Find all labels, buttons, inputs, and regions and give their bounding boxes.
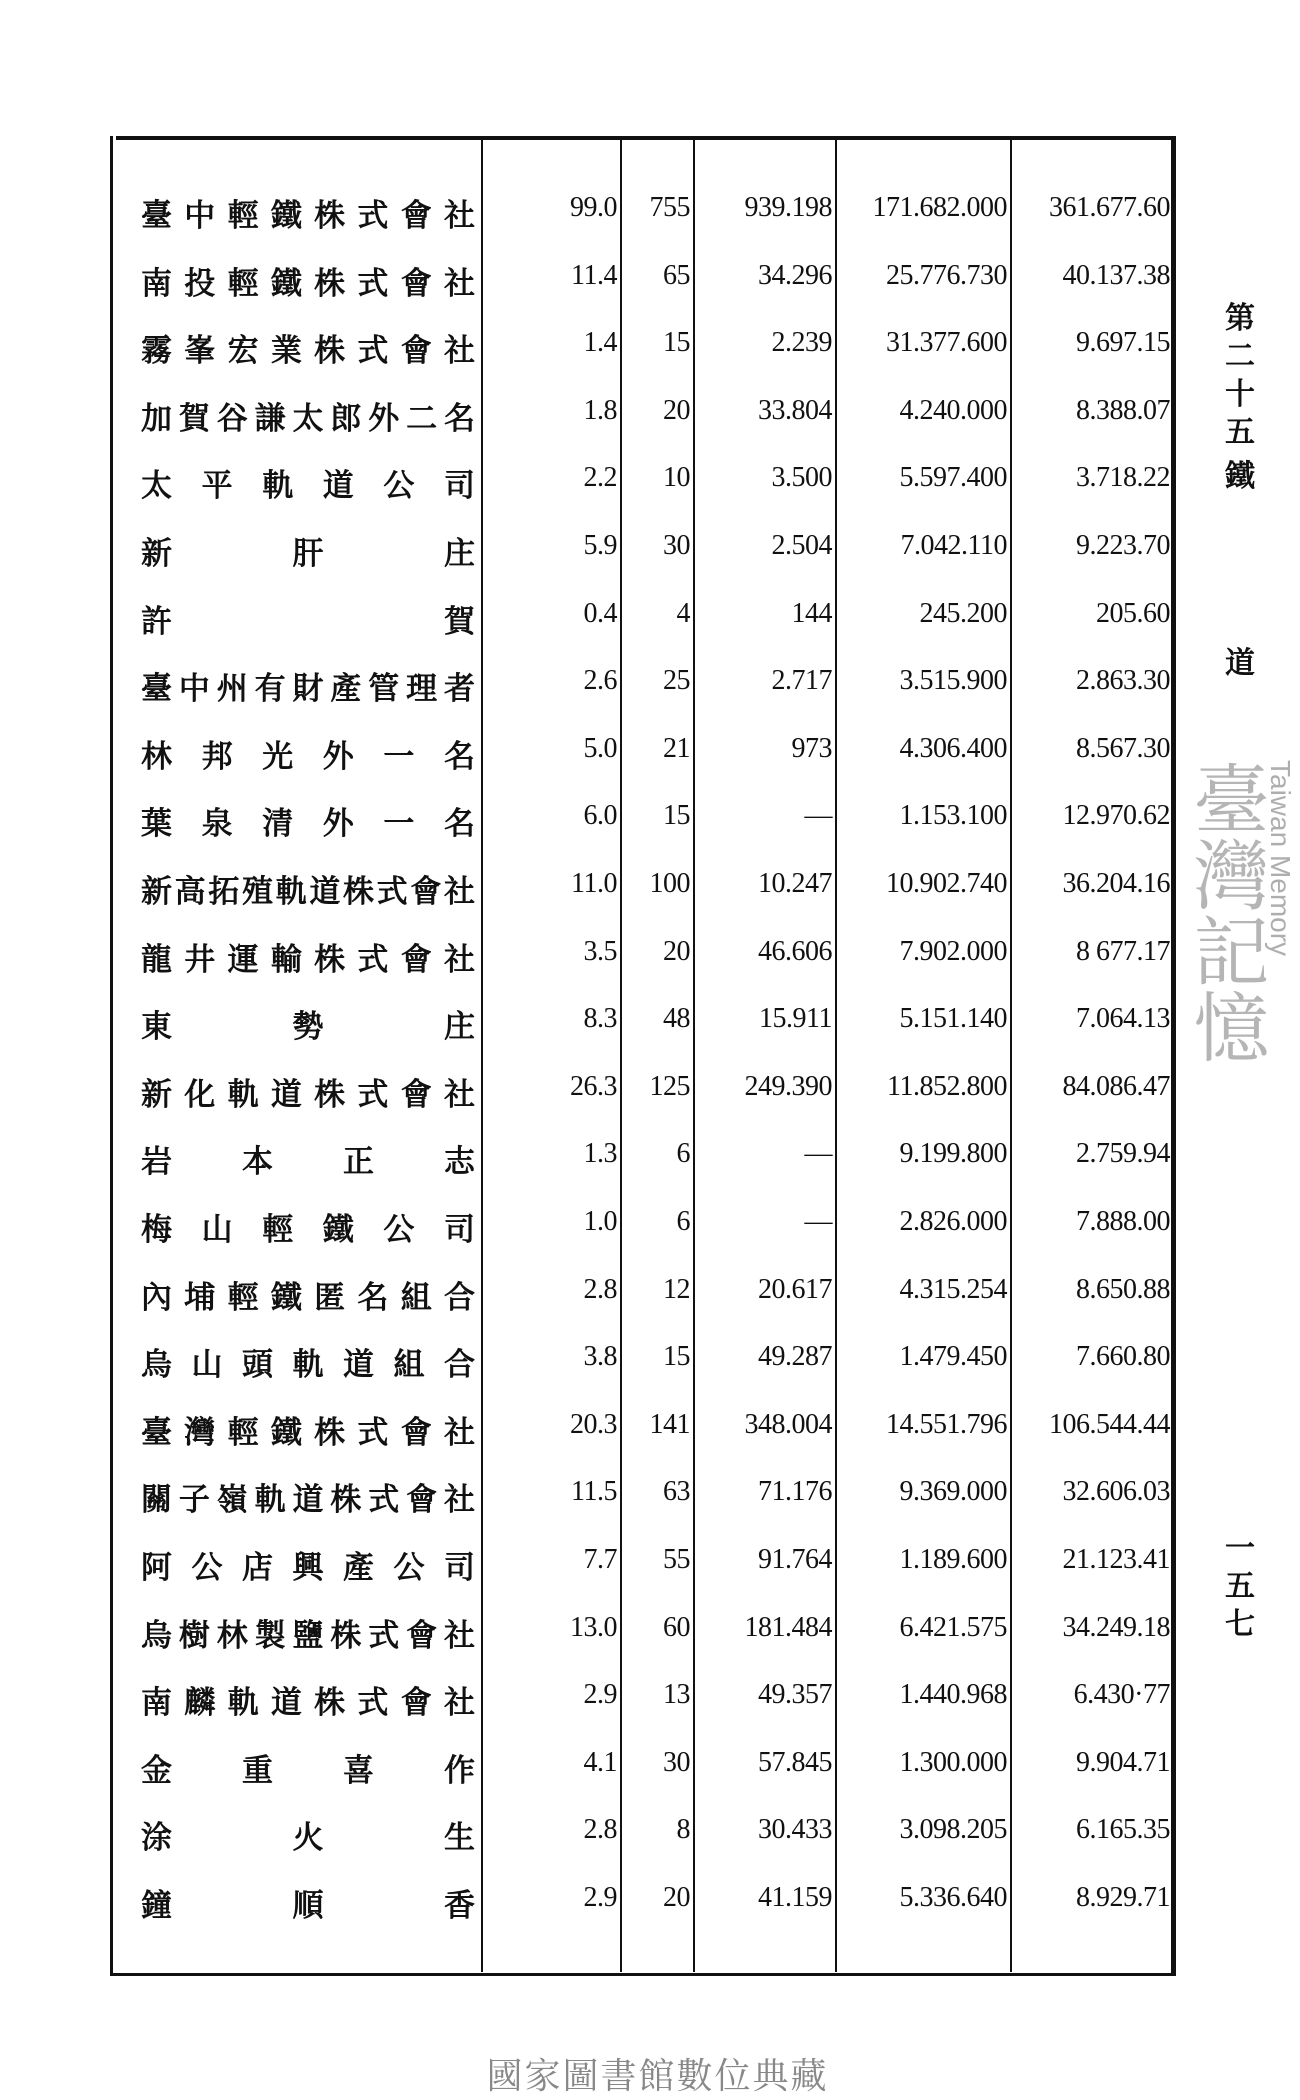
cell-col-3: 30.433: [758, 1814, 832, 1846]
cell-col-2: 10: [663, 462, 690, 494]
cell-col-3: 181.484: [744, 1611, 832, 1643]
cell-col-3: 973: [791, 732, 832, 764]
cell-col-2: 755: [649, 192, 690, 223]
cell-col-3: 49.357: [758, 1679, 832, 1711]
cell-col-3: —: [804, 1138, 832, 1170]
cell-col-1: 1.3: [583, 1138, 617, 1170]
table-row: [113, 520, 1173, 580]
cell-col-3: 71.176: [758, 1476, 832, 1508]
cell-col-4: 5.336.640: [899, 1882, 1007, 1913]
cell-col-3: 46.606: [758, 935, 832, 967]
operator-name: 霧峯宏業株式會社: [141, 333, 476, 370]
cell-col-2: 20: [663, 394, 690, 426]
table-row: [113, 452, 1173, 512]
cell-col-1: 26.3: [570, 1070, 617, 1102]
operator-name: 加賀谷謙太郎外二名: [141, 400, 476, 437]
cell-col-2: 65: [663, 259, 690, 291]
cell-col-2: 100: [649, 868, 690, 899]
operator-name: 涂火生: [141, 1820, 476, 1857]
cell-col-4: 4.240.000: [899, 394, 1007, 426]
operator-name: 林邦光外一名: [141, 738, 476, 775]
cell-col-3: 2.504: [771, 530, 832, 561]
cell-col-4: 1.479.450: [899, 1341, 1007, 1373]
cell-col-1: 1.0: [583, 1206, 617, 1237]
cell-col-2: 6: [676, 1138, 690, 1170]
cell-col-2: 12: [663, 1273, 690, 1305]
table-row: [113, 1399, 1173, 1459]
cell-col-5: 7.888.00: [1076, 1206, 1170, 1237]
cell-col-4: 1.153.100: [899, 800, 1007, 832]
cell-col-5: 8.650.88: [1076, 1273, 1170, 1305]
cell-col-1: 13.0: [570, 1611, 617, 1643]
cell-col-1: 8.3: [583, 1003, 617, 1035]
cell-col-3: 2.239: [771, 327, 832, 359]
table-row: [113, 1872, 1173, 1932]
cell-col-2: 141: [649, 1408, 690, 1440]
cell-col-1: 5.9: [583, 530, 617, 561]
cell-col-1: 3.5: [583, 935, 617, 967]
cell-col-5: 205.60: [1096, 597, 1170, 629]
table-row: [113, 1804, 1173, 1864]
cell-col-4: 171.682.000: [872, 192, 1007, 223]
cell-col-5: 40.137.38: [1062, 259, 1170, 291]
cell-col-5: 9.697.15: [1076, 327, 1170, 359]
cell-col-5: 34.249.18: [1062, 1611, 1170, 1643]
cell-col-3: 15.911: [759, 1003, 832, 1035]
cell-col-4: 9.369.000: [899, 1476, 1007, 1508]
cell-col-3: 348.004: [744, 1408, 832, 1440]
cell-col-2: 30: [663, 1746, 690, 1778]
operator-name: 新高拓殖軌道株式會社: [141, 874, 476, 910]
cell-col-1: 4.1: [583, 1746, 617, 1778]
cell-col-4: 1.440.968: [899, 1679, 1007, 1711]
operator-name: 岩本正志: [141, 1144, 476, 1181]
cell-col-4: 31.377.600: [886, 327, 1007, 359]
cell-col-2: 15: [663, 800, 690, 832]
table-row: [113, 1128, 1173, 1188]
operator-name: 鐘順香: [141, 1888, 476, 1924]
table-row: [113, 1534, 1173, 1594]
operator-name: 龍井運輸株式會社: [141, 941, 476, 978]
operator-name: 烏山頭軌道組合: [141, 1347, 476, 1384]
cell-col-4: 14.551.796: [886, 1408, 1007, 1440]
table-row: [113, 1264, 1173, 1324]
cell-col-4: 1.189.600: [899, 1544, 1007, 1575]
cell-col-3: 34.296: [758, 259, 832, 291]
cell-col-4: 11.852.800: [887, 1070, 1007, 1102]
operator-name: 烏樹林製鹽株式會社: [141, 1617, 476, 1654]
cell-col-4: 6.421.575: [899, 1611, 1007, 1643]
cell-col-2: 4: [676, 597, 690, 629]
cell-col-1: 2.6: [583, 665, 617, 697]
cell-col-5: 9.904.71: [1076, 1746, 1170, 1778]
table-row: [113, 588, 1173, 648]
cell-col-2: 60: [663, 1611, 690, 1643]
cell-col-1: 2.8: [583, 1273, 617, 1305]
operator-name: 新化軌道株式會社: [141, 1076, 476, 1113]
table-row: [113, 1196, 1173, 1256]
cell-col-2: 25: [663, 665, 690, 697]
cell-col-5: 8 677.17: [1076, 935, 1170, 967]
operator-name: 東勢庄: [141, 1009, 476, 1046]
operator-name: 南麟軌道株式會社: [141, 1685, 476, 1722]
cell-col-5: 7.660.80: [1076, 1341, 1170, 1373]
cell-col-5: 8.388.07: [1076, 394, 1170, 426]
cell-col-3: 20.617: [758, 1273, 832, 1305]
cell-col-3: 939.198: [744, 192, 832, 223]
cell-col-5: 7.064.13: [1076, 1003, 1170, 1035]
operator-name: 阿公店興產公司: [141, 1550, 476, 1586]
cell-col-1: 11.0: [571, 868, 617, 899]
cell-col-1: 11.5: [571, 1476, 617, 1508]
cell-col-5: 8.567.30: [1076, 732, 1170, 764]
operator-name: 臺中輕鐵株式會社: [141, 198, 476, 234]
cell-col-4: 25.776.730: [886, 259, 1007, 291]
cell-col-3: —: [804, 1206, 832, 1237]
cell-col-4: 9.199.800: [899, 1138, 1007, 1170]
cell-col-3: 2.717: [771, 665, 832, 697]
table-row: [113, 1602, 1173, 1662]
cell-col-2: 15: [663, 1341, 690, 1373]
cell-col-4: 4.306.400: [899, 732, 1007, 764]
cell-col-5: 2.863.30: [1076, 665, 1170, 697]
cell-col-1: 2.9: [583, 1679, 617, 1711]
cell-col-2: 30: [663, 530, 690, 561]
cell-col-1: 7.7: [583, 1544, 617, 1575]
cell-col-5: 6.430·77: [1073, 1679, 1170, 1711]
page-number: 一 五 七: [1225, 1531, 1255, 1642]
cell-col-1: 6.0: [583, 800, 617, 832]
table-row: [113, 655, 1173, 715]
cell-col-3: 33.804: [758, 394, 832, 426]
table-row: [113, 723, 1173, 783]
table-row: [113, 926, 1173, 986]
cell-col-1: 11.4: [571, 259, 617, 291]
cell-col-3: 3.500: [771, 462, 832, 494]
cell-col-3: 57.845: [758, 1746, 832, 1778]
cell-col-2: 20: [663, 1882, 690, 1913]
cell-col-1: 99.0: [570, 192, 617, 223]
cell-col-2: 21: [663, 732, 690, 764]
table-row: [113, 1061, 1173, 1121]
table-row: [113, 858, 1173, 918]
cell-col-2: 15: [663, 327, 690, 359]
table-row: [113, 385, 1173, 445]
cell-col-1: 20.3: [570, 1408, 617, 1440]
operator-name: 太平軌道公司: [141, 468, 476, 505]
watermark-cn: 臺灣記憶: [1181, 760, 1270, 1064]
cell-col-5: 36.204.16: [1062, 868, 1170, 899]
chapter-title-2: 道: [1225, 646, 1255, 681]
cell-col-1: 2.9: [583, 1882, 617, 1913]
cell-col-1: 0.4: [583, 597, 617, 629]
operator-name: 臺中州有財產管理者: [141, 671, 476, 708]
operator-name: 許賀: [141, 603, 476, 640]
operator-name: 金重喜作: [141, 1752, 476, 1789]
cell-col-5: 84.086.47: [1062, 1070, 1170, 1102]
cell-col-3: 49.287: [758, 1341, 832, 1373]
cell-col-5: 3.718.22: [1076, 462, 1170, 494]
operator-name: 葉泉清外一名: [141, 806, 476, 843]
cell-col-2: 8: [676, 1814, 690, 1846]
cell-col-2: 48: [663, 1003, 690, 1035]
cell-col-3: 10.247: [758, 868, 832, 899]
operator-name: 新肝庄: [141, 536, 476, 572]
table-row: [113, 993, 1173, 1053]
table-row: [113, 1737, 1173, 1797]
cell-col-1: 2.2: [583, 462, 617, 494]
cell-col-4: 7.042.110: [900, 530, 1007, 561]
cell-col-4: 245.200: [919, 597, 1007, 629]
cell-col-4: 2.826.000: [899, 1206, 1007, 1237]
cell-col-5: 12.970.62: [1062, 800, 1170, 832]
cell-col-4: 5.597.400: [899, 462, 1007, 494]
cell-col-1: 1.4: [583, 327, 617, 359]
cell-col-2: 13: [663, 1679, 690, 1711]
cell-col-2: 63: [663, 1476, 690, 1508]
cell-col-4: 4.315.254: [899, 1273, 1007, 1305]
footer-credit: 國家圖書館數位典藏: [486, 2056, 829, 2097]
cell-col-5: 361.677.60: [1049, 192, 1170, 223]
table-row: [113, 250, 1173, 310]
cell-col-4: 10.902.740: [886, 868, 1007, 899]
cell-col-4: 7.902.000: [899, 935, 1007, 967]
cell-col-5: 21.123.41: [1062, 1544, 1170, 1575]
table-row: [113, 1669, 1173, 1729]
watermark-en: Taiwan Memory: [1265, 760, 1296, 957]
operator-name: 內埔輕鐵匿名組合: [141, 1279, 476, 1316]
cell-col-5: 8.929.71: [1076, 1882, 1170, 1913]
operator-name: 南投輕鐵株式會社: [141, 265, 476, 302]
cell-col-5: 6.165.35: [1076, 1814, 1170, 1846]
cell-col-2: 125: [649, 1070, 690, 1102]
cell-col-5: 9.223.70: [1076, 530, 1170, 561]
operator-name: 關子嶺軌道株式會社: [141, 1482, 476, 1519]
cell-col-3: 249.390: [744, 1070, 832, 1102]
table-row: [113, 1466, 1173, 1526]
cell-col-1: 2.8: [583, 1814, 617, 1846]
table-row: [113, 317, 1173, 377]
cell-col-1: 3.8: [583, 1341, 617, 1373]
cell-col-2: 20: [663, 935, 690, 967]
cell-col-5: 32.606.03: [1062, 1476, 1170, 1508]
operator-name: 臺灣輕鐵株式會社: [141, 1414, 476, 1451]
cell-col-3: 41.159: [758, 1882, 832, 1913]
cell-col-4: 3.515.900: [899, 665, 1007, 697]
table-row: [113, 1331, 1173, 1391]
chapter-label: 第 二 十 五: [1225, 301, 1255, 450]
cell-col-4: 3.098.205: [899, 1814, 1007, 1846]
cell-col-4: 1.300.000: [899, 1746, 1007, 1778]
table-row: [113, 790, 1173, 850]
table-row: [113, 182, 1173, 242]
cell-col-1: 5.0: [583, 732, 617, 764]
cell-col-3: 144: [791, 597, 832, 629]
operator-name: 梅山輕鐵公司: [141, 1212, 476, 1248]
cell-col-5: 106.544.44: [1049, 1408, 1170, 1440]
cell-col-5: 2.759.94: [1076, 1138, 1170, 1170]
cell-col-1: 1.8: [583, 394, 617, 426]
cell-col-4: 5.151.140: [899, 1003, 1007, 1035]
cell-col-2: 6: [676, 1206, 690, 1237]
cell-col-3: —: [804, 800, 832, 832]
cell-col-2: 55: [663, 1544, 690, 1575]
cell-col-3: 91.764: [758, 1544, 832, 1575]
chapter-title-1: 鐵: [1225, 459, 1255, 494]
